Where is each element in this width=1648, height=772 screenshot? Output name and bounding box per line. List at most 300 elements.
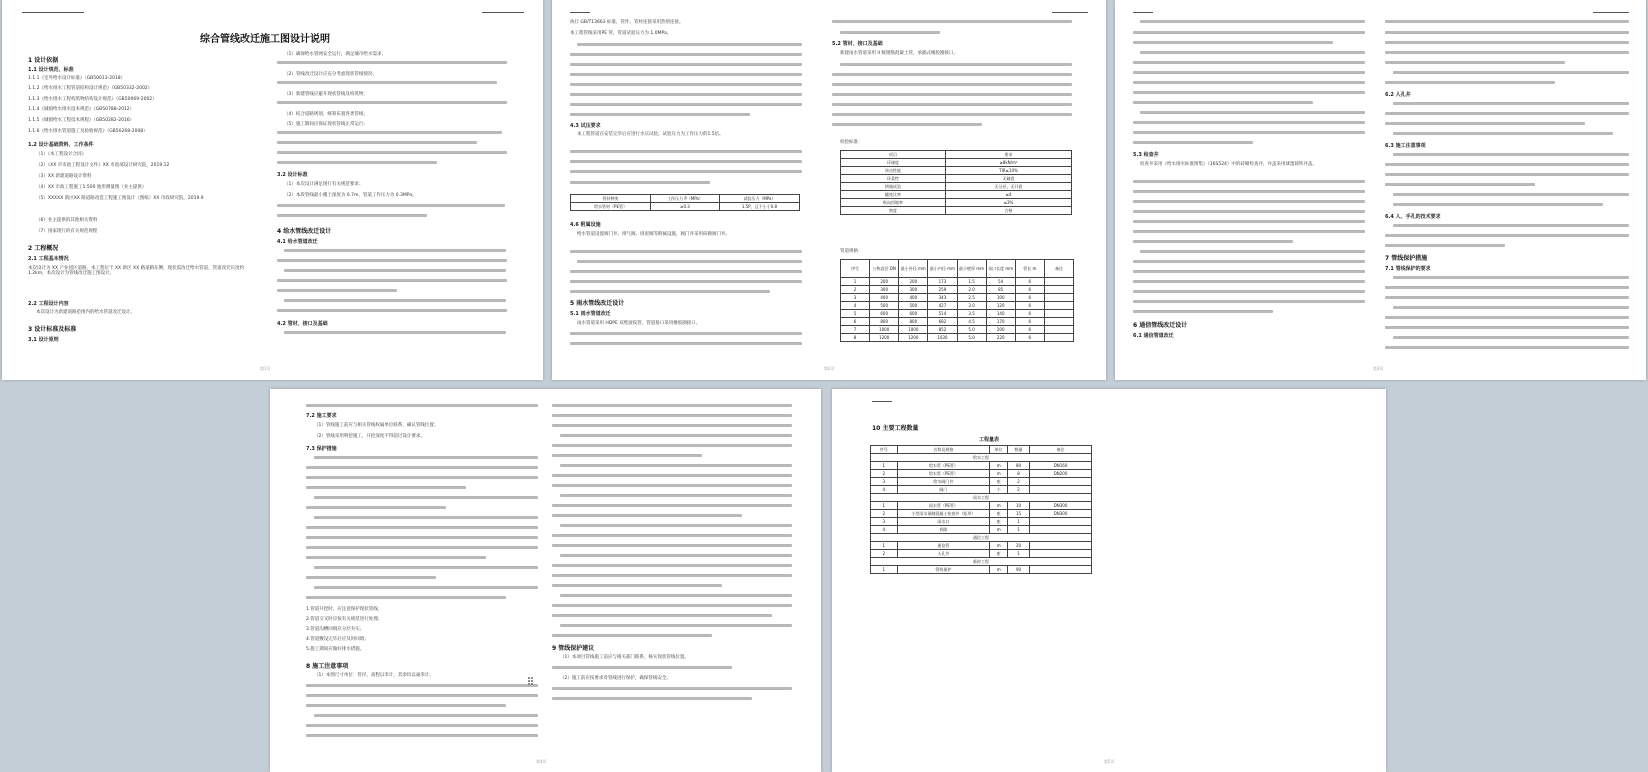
table-header-cell: 管长 m [1015, 260, 1044, 278]
principle-item: （2）管线改迁设计应充分考虑现状管线情况； [284, 72, 377, 77]
text-line [1133, 121, 1365, 124]
table-cell: 通信管 [897, 542, 990, 550]
text-line [1393, 224, 1629, 227]
table-row [841, 175, 1072, 183]
text-line [306, 466, 538, 469]
text-line [552, 414, 792, 417]
list-item: 1.管道开挖时，应注意保护现状管线； [306, 607, 383, 612]
text-line [570, 73, 802, 76]
paragraph: （1）本项目管线施工前应与相关部门联系，核实现状管线位置。 [560, 655, 689, 660]
text-line [277, 151, 507, 154]
text-line [277, 101, 507, 104]
text-line [277, 214, 427, 217]
table-cell: ≤3% [945, 199, 1071, 207]
requirement-item: （2）管线采用明挖施工，开挖深度不得超过设计要求。 [314, 434, 425, 439]
table-header-cell: 最小外径 mm [899, 260, 928, 278]
text-line [570, 270, 802, 273]
drag-handle-icon[interactable] [528, 677, 534, 687]
table-cell: 2 [1008, 486, 1030, 494]
text-line [284, 331, 506, 334]
text-line [306, 704, 506, 707]
table-cell [1044, 326, 1073, 334]
text-line [306, 556, 486, 559]
table-header-cell: 工作压力 P（MPa） [651, 195, 720, 203]
table-cell: 5.0 [957, 326, 986, 334]
text-line [552, 454, 702, 457]
table-cell: 1 [871, 462, 898, 470]
table-cell: 54 [986, 278, 1015, 286]
text-line [570, 181, 710, 184]
text-line [1393, 276, 1629, 279]
table-cell: 拆除 [897, 526, 990, 534]
table-title: 工程量表 [979, 437, 1000, 443]
paragraph: （1）本图尺寸单位：管径、高程以米计，其余均以毫米计。 [314, 673, 434, 678]
text-line [577, 260, 802, 263]
text-line [552, 544, 792, 547]
text-line [1393, 132, 1613, 135]
table-cell: 纵向回缩率 [841, 199, 946, 207]
table-cell: 852 [928, 326, 957, 334]
table-cell [1030, 566, 1092, 574]
text-line [1140, 111, 1365, 114]
table-cell: 1030 [928, 334, 957, 342]
section-heading: 10 主要工程数量 [872, 425, 919, 432]
table-cell: 1 [871, 566, 898, 574]
text-line [560, 464, 792, 467]
text-line [314, 516, 538, 519]
text-line [1133, 131, 1365, 134]
document-title: 综合管线改迁施工图设计说明 [200, 34, 330, 45]
text-line [552, 697, 752, 700]
reference-item: 1.1.3《给水排水工程构筑物结构设计规范》（GB50069-2002） [28, 97, 157, 102]
paragraph: 给水管道设置阀门井、排气阀、排泥阀等附属设施，阀门井采用砖砌阀门井。 [577, 232, 730, 237]
text-line [306, 404, 538, 407]
text-line [832, 123, 982, 126]
text-line [306, 546, 538, 549]
table-row [841, 326, 1074, 334]
subsection-heading: 5.2 管材、接口及基础 [832, 41, 883, 47]
reference-item: 1.1.5《城镇给水工程技术规程》（GB50282-2016） [28, 118, 135, 123]
table-cell: 2 [871, 510, 898, 518]
text-line [552, 404, 792, 407]
table-header-cell: 序号 [841, 260, 870, 278]
subsection-heading: 4.3 试压要求 [570, 123, 601, 129]
table-cell [1044, 294, 1073, 302]
basis-item: （6）业主提供的其他相关资料 [36, 218, 98, 223]
table-cell: 514 [928, 310, 957, 318]
list-item: 5.施工期间应做好排水措施。 [306, 647, 365, 652]
text-line [552, 504, 792, 507]
text-line [1133, 41, 1333, 44]
table-header-row [841, 260, 1074, 278]
text-line [552, 474, 792, 477]
text-line [1133, 290, 1365, 293]
text-line [1133, 270, 1365, 273]
table-cell: 300 [899, 286, 928, 294]
text-line [552, 564, 792, 567]
text-line [1385, 173, 1629, 176]
table-cell: 8 [1008, 470, 1030, 478]
paragraph: 检查井采用《给水排水标准图集》（16S524）中的砖砌检查井，井盖采用球墨铸铁井盖。 [1140, 162, 1317, 167]
table-row [841, 310, 1074, 318]
text-line [552, 634, 712, 637]
text-line [570, 83, 802, 86]
table-cell: 600 [870, 310, 899, 318]
text-line [570, 290, 770, 293]
text-line [560, 434, 792, 437]
text-line [277, 204, 505, 207]
text-line [1385, 122, 1585, 125]
text-line [277, 289, 397, 292]
text-line [1385, 244, 1505, 247]
table-cell: 600 [899, 310, 928, 318]
table-cell: 6 [841, 318, 870, 326]
text-line [832, 93, 1072, 96]
table-cell: 1000 [899, 326, 928, 334]
text-line [1385, 81, 1555, 84]
table-cell: 雨水口 [897, 518, 990, 526]
table-cell: 3 [871, 518, 898, 526]
basis-item: （1）《本工程设计合同》 [36, 152, 87, 157]
table-cell: 6 [1015, 294, 1044, 302]
subsection-heading: 7.3 保护措施 [306, 446, 337, 452]
text-line [570, 160, 802, 163]
section-heading: 8 施工注意事项 [306, 663, 349, 670]
table-cell: 2 [871, 550, 898, 558]
table-cell: 1 [1008, 518, 1030, 526]
text-line [284, 299, 506, 302]
page-number: 第5页 [1104, 759, 1115, 764]
table-cell: 合格 [945, 207, 1071, 215]
paragraph: 本次设计为新建道路范围内的给水管道改迁设计。 [36, 310, 135, 315]
document-page-2 [552, 0, 1106, 380]
reference-item: 1.1.1《室外给水设计标准》（GB50013-2018） [28, 76, 126, 81]
text-line [306, 694, 538, 697]
text-line [1140, 250, 1365, 253]
section-heading: 1 设计依据 [28, 57, 59, 64]
table-cell: 雨水管（PE管） [897, 502, 990, 510]
text-line [306, 596, 506, 599]
header-rule [482, 12, 524, 13]
table-cell: TIR≤10% [945, 167, 1071, 175]
section-heading: 6 通信管线改迁设计 [1133, 322, 1188, 329]
table-cell: 90 [1008, 566, 1030, 574]
table-cell: 10 [1008, 502, 1030, 510]
section-heading: 7 管线保护措施 [1385, 255, 1428, 262]
header-rule [1052, 12, 1088, 13]
table-cell [1044, 302, 1073, 310]
table-cell: 1 [841, 278, 870, 286]
text-line [1133, 280, 1365, 283]
table-row [841, 278, 1074, 286]
text-line [277, 141, 477, 144]
table-cell: 173 [928, 278, 957, 286]
table-cell: 1200 [899, 334, 928, 342]
text-line [1133, 71, 1365, 74]
table-cell: 500 [870, 302, 899, 310]
text-line [832, 103, 1072, 106]
text-line [306, 536, 538, 539]
paragraph: （2）施工前应按要求对管线进行保护，确保管线安全。 [560, 676, 671, 681]
table-cell: 427 [928, 302, 957, 310]
table-row [871, 486, 1092, 494]
table-cell: 500 [899, 302, 928, 310]
text-line [306, 724, 538, 727]
basis-item: （7）国家现行的有关规范规程 [36, 229, 98, 234]
table-cell: 1 [871, 502, 898, 510]
text-line [1385, 286, 1629, 289]
section-heading: 9 管线保护建议 [552, 645, 595, 652]
table-cell: 无破裂 [945, 175, 1071, 183]
table-row [871, 510, 1092, 518]
text-line [1393, 102, 1629, 105]
document-page-1 [2, 0, 543, 380]
table-cell [1044, 318, 1073, 326]
table-row [841, 294, 1074, 302]
table-cell: 300 [870, 286, 899, 294]
table-group-label: 通信工程 [871, 534, 1092, 542]
text-line [1133, 240, 1293, 243]
text-line [832, 20, 1072, 23]
table-cell: 3.5 [957, 310, 986, 318]
text-line [306, 526, 538, 529]
table-cell: 1 [1008, 526, 1030, 534]
table-cell [1030, 486, 1092, 494]
table-row [871, 502, 1092, 510]
table-header-cell: 要求 [945, 151, 1071, 159]
reference-item: 1.1.2《给水排水工程管道结构设计规范》（GB50332-2002） [28, 86, 153, 91]
text-line [840, 63, 1072, 66]
table-cell: 1.5P，且不小于0.8 [719, 203, 799, 211]
text-line [277, 161, 437, 164]
pressure-test-table [570, 194, 800, 211]
subsection-heading: 4.1 给水管道改迁 [277, 239, 318, 245]
text-line [277, 81, 497, 84]
page-number: 第3页 [1373, 366, 1384, 371]
table-header-cell: 最小壁厚 mm [957, 260, 986, 278]
table-cell: 4 [871, 486, 898, 494]
table-cell: ≥8kN/m² [945, 159, 1071, 167]
table-cell: 343 [928, 294, 957, 302]
table-cell: 4.5 [957, 318, 986, 326]
table-cell: 人孔井 [897, 550, 990, 558]
paragraph: 本次设计为 XX 产业园区道路，本工程位于 XX 新区 XX 路道路东侧，现状需改迁给水管道，管道改迁长度约 1.2km，本次设计为管线改迁施工图设计。 [28, 266, 245, 276]
text-line [306, 684, 538, 687]
table-cell: 座 [990, 510, 1008, 518]
table-cell: m [990, 502, 1008, 510]
table-cell: 座 [990, 518, 1008, 526]
subsection-heading: 3.1 设计原则 [28, 337, 59, 343]
table-cell: 20 [1008, 542, 1030, 550]
basis-item: （5）XXXXX 新区XX 路道路改造工程施工图设计（图纸）XX 市政研究院，2019.9 [36, 196, 204, 201]
table-cell: 烘箱试验 [841, 183, 946, 191]
table-cell: 400 [899, 294, 928, 302]
text-line [277, 309, 507, 312]
paragraph: 执行 GB/T13663 标准，管件、管材连接采用热熔连接。 [570, 20, 684, 25]
text-line [560, 624, 792, 627]
paragraph: 本工程管道在安装完毕后应进行水压试验，试验压力为工作压力的1.5倍。 [577, 132, 724, 137]
paragraph: 雨水管道采用 HDPE 双壁波纹管，管道接口采用橡胶圈接口。 [577, 321, 701, 326]
text-line [306, 476, 538, 479]
reference-item: 1.1.4《城镇给水排水技术规范》（GB50788-2012） [28, 107, 135, 112]
table-cell: 85 [986, 286, 1015, 294]
table-row [871, 550, 1092, 558]
header-rule [570, 12, 590, 13]
text-line [314, 456, 538, 459]
principle-item: （3）新建管线应避开现状管线及构筑物； [284, 92, 368, 97]
table-cell: 环柔性 [841, 175, 946, 183]
table-cell: m [990, 542, 1008, 550]
table-cell: m [990, 526, 1008, 534]
text-line [1393, 71, 1629, 74]
table-header-cell: 序号 [871, 446, 898, 454]
section-heading: 4 给水管线改迁设计 [277, 228, 332, 235]
table-cell: 80 [1008, 462, 1030, 470]
text-line [552, 534, 792, 537]
text-line [1393, 153, 1629, 156]
text-line [560, 524, 792, 527]
text-line [1385, 112, 1629, 115]
text-line [552, 666, 732, 669]
table-cell [1044, 286, 1073, 294]
text-line [1133, 31, 1365, 34]
table-cell: 6 [1015, 334, 1044, 342]
text-line [1133, 220, 1365, 223]
table-cell: 1000 [870, 326, 899, 334]
table-cell: 1200 [870, 334, 899, 342]
text-line [1393, 336, 1629, 339]
table-cell: 3.0 [957, 302, 986, 310]
header-rule [1593, 12, 1629, 13]
table-cell: 2 [871, 470, 898, 478]
standard-item: （2）本段管线最小覆土深度为 0.7m，管道工作压力为 0.3MPa。 [284, 193, 417, 198]
text-line [1133, 91, 1365, 94]
text-line [314, 566, 538, 569]
document-page-3 [1115, 0, 1646, 380]
table-header-cell: 公称直径 DN [870, 260, 899, 278]
table-cell: 7 [841, 326, 870, 334]
table-header-cell: 最小内径 mm [928, 260, 957, 278]
table-group-row [871, 494, 1092, 502]
table-header-cell: 承口长度 mm [986, 260, 1015, 278]
list-item: 4.管道敷设完毕后应及时回填； [306, 637, 369, 642]
table-cell: 阀门 [897, 486, 990, 494]
table-cell: 170 [986, 318, 1015, 326]
table-cell: 800 [899, 318, 928, 326]
pipe-spec-table [840, 259, 1074, 342]
subsection-heading: 5.1 雨水管道改迁 [570, 311, 611, 317]
subsection-heading: 6.2 人孔井 [1385, 92, 1411, 98]
text-line [277, 61, 507, 64]
inspection-standard-table [840, 150, 1072, 215]
subsection-heading: 5.3 检查井 [1133, 152, 1159, 158]
subsection-heading: 7.1 管线保护的要求 [1385, 266, 1431, 272]
text-line [1385, 316, 1629, 319]
requirement-item: （1）管线施工前应与相关管线权属单位联系，确认管线位置； [314, 423, 439, 428]
quantity-table [870, 445, 1092, 574]
table-row [841, 286, 1074, 294]
basis-item: （2）《XX 市市政工程设计文件》XX 市政部设计研究院，2019.12 [36, 163, 170, 168]
table-header-cell: 项目 [841, 151, 946, 159]
text-line [306, 506, 446, 509]
table-row [841, 183, 1072, 191]
table-header-cell: 数量 [1008, 446, 1030, 454]
text-line [1133, 101, 1313, 104]
paragraph: 新建雨水管道采用 II 级钢筋混凝土管，承插式橡胶圈接口。 [840, 51, 959, 56]
table-cell [1030, 542, 1092, 550]
text-line [1385, 61, 1565, 64]
section-heading: 2 工程概况 [28, 245, 59, 252]
text-line [306, 734, 538, 737]
text-line [552, 514, 742, 517]
table-cell: 3 [841, 294, 870, 302]
text-line [314, 586, 538, 589]
text-line [306, 486, 466, 489]
text-line [570, 250, 802, 253]
text-line [570, 280, 802, 283]
text-line [314, 496, 538, 499]
text-line [1393, 306, 1629, 309]
text-line [552, 687, 792, 690]
table-group-row [871, 558, 1092, 566]
page-number: 第2页 [824, 366, 835, 371]
table-row [841, 318, 1074, 326]
table-row [871, 566, 1092, 574]
table-cell: 6 [1015, 326, 1044, 334]
table-row [841, 167, 1072, 175]
table-row [571, 203, 800, 211]
table-header-cell: 备注 [1030, 446, 1092, 454]
subsection-heading: 7.2 施工要求 [306, 413, 337, 419]
table-cell: ≤4 [945, 191, 1071, 199]
document-page-4 [270, 389, 821, 772]
text-line [1133, 260, 1365, 263]
table-cell: 4 [841, 302, 870, 310]
text-line [284, 269, 506, 272]
table-row [871, 470, 1092, 478]
text-line [560, 594, 792, 597]
table-cell: 座 [990, 550, 1008, 558]
text-line [1385, 163, 1629, 166]
table-cell: m [990, 470, 1008, 478]
text-line [570, 93, 802, 96]
text-line [277, 279, 507, 282]
list-item: 3.管道沟槽回填应分层夯实； [306, 627, 365, 632]
table-header-row [841, 151, 1072, 159]
table-cell: 5.0 [957, 334, 986, 342]
standard-item: （1）本次设计满足现行有关规范要求； [284, 182, 364, 187]
text-line [1385, 41, 1629, 44]
subsection-heading: 4.6 附属设施 [570, 222, 601, 228]
text-line [560, 494, 792, 497]
table-cell: 3 [871, 478, 898, 486]
table-cell: 200 [986, 326, 1015, 334]
subsection-heading: 1.1 设计规范、标准 [28, 67, 74, 73]
text-line [1385, 183, 1535, 186]
text-line [552, 424, 792, 427]
subsection-heading: 6.4 人、手孔的技术要求 [1385, 214, 1441, 220]
text-line [1385, 20, 1629, 23]
text-line [552, 444, 792, 447]
table-caption: 管道规格： [840, 249, 863, 254]
text-line [306, 576, 436, 579]
text-line [552, 614, 772, 617]
text-line [570, 150, 802, 153]
table-cell: 259 [928, 286, 957, 294]
table-cell: 100 [986, 294, 1015, 302]
text-line [1140, 51, 1365, 54]
table-cell: DN160 [1030, 462, 1092, 470]
